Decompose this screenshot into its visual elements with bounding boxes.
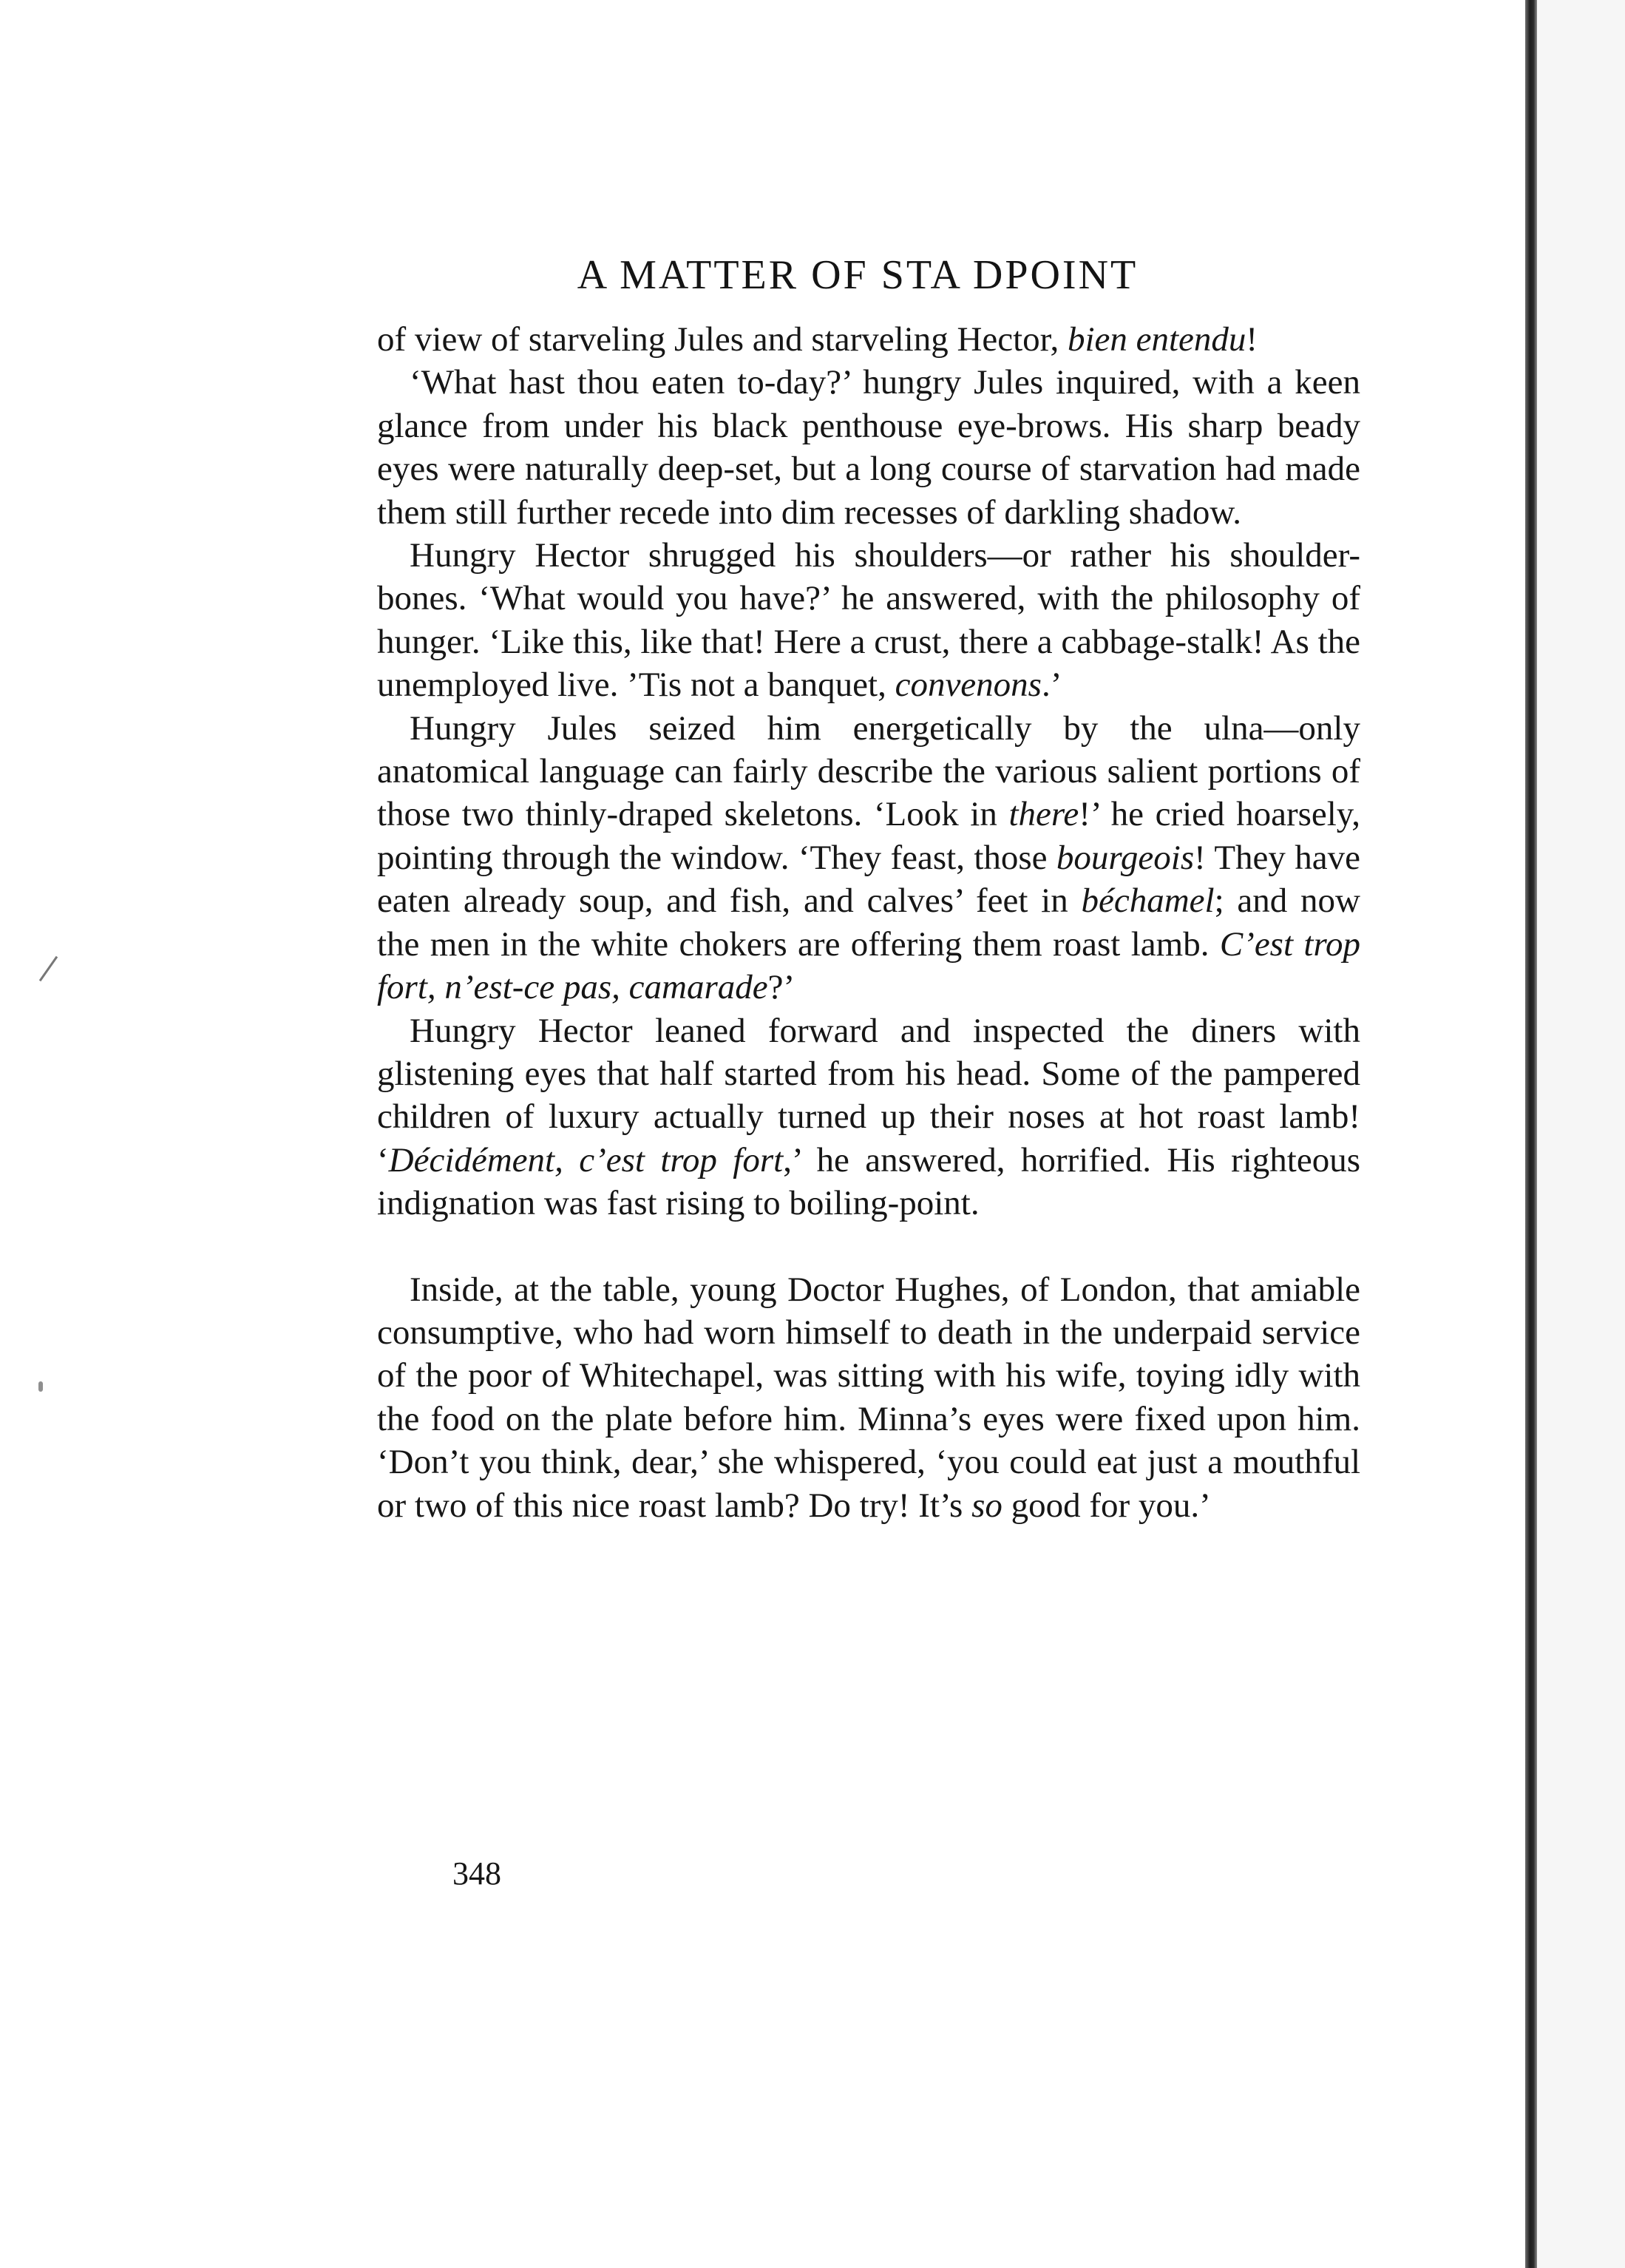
text-run: ,’ he answered, horrified. His righteous indignation was fast rising to boiling-point.: [377, 1140, 1360, 1223]
paragraph: [377, 1268, 1360, 1527]
text-run: Hungry Hector shrugged his shoulders—or rather his shoulder-bones. ‘What would you have?’ he answered, with the philosophy of hunger. ‘Like this, like that! Here a crust, there a cabbage-stalk! As the unemployed live. ’Tis not a banquet,: [377, 536, 1360, 705]
text-run: Hungry Jules seized him energetically by the ulna—only anatomical language can fairly describe the various salient portions of those two thinly-draped skeletons. ‘Look in: [377, 708, 1360, 834]
italic-run: there: [1008, 795, 1079, 834]
italic-run: so: [971, 1486, 1003, 1525]
text-run: ! They have eaten already soup, and fish, and calves’ feet in: [377, 838, 1360, 921]
italic-run: C’est trop fort, n’est-ce pas, camarade: [377, 924, 1360, 1007]
text-run: Hungry Hector leaned forward and inspected the diners with glistening eyes that half started from his head. Some of the pampered children of luxury actually turned up their noses at hot roast lamb! ‘: [377, 1011, 1360, 1179]
scan-speck: [39, 956, 58, 981]
italic-run: convenons: [895, 666, 1042, 705]
italic-run: bien entendu: [1067, 320, 1246, 359]
paragraph: [377, 361, 1360, 534]
text-run: Inside, at the table, young Doctor Hughes, of London, that amiable consumptive, who had worn himself to death in the underpaid service of the poor of Whitechapel, was sitting with his wife, toying idly with the food on the plate before him. Minna’s eyes were fixed upon him. ‘Don’t you think, dear,’ she whispered, ‘you could eat just a mouthful or two of this nice roast lamb? Do try! It’s: [377, 1270, 1360, 1525]
text-run: !’ he cried hoarsely, pointing through the window. ‘They feast, those: [377, 795, 1361, 877]
adjacent-page-strip: [1537, 0, 1625, 2268]
text-run: of view of starveling Jules and starveling Hector,: [377, 320, 1068, 359]
page-number: 348: [452, 1855, 501, 1892]
body-text: [377, 318, 1360, 1527]
italic-run: Décidément, c’est trop fort: [388, 1140, 784, 1179]
italic-run: bourgeois: [1056, 838, 1195, 877]
paragraph: [377, 318, 1360, 361]
text-run: !: [1246, 320, 1258, 359]
paragraph: [377, 1009, 1360, 1225]
paragraph: [377, 707, 1360, 1009]
text-run: ?’: [767, 968, 795, 1007]
text-run: ‘What hast thou eaten to-day?’ hungry Jules inquired, with a keen glance from under his black penthouse eye-brows. His sharp beady eyes were naturally deep-set, but a long course of starvation had made them still further recede into dim recesses of darkling shadow.: [377, 363, 1360, 532]
text-run: .’: [1041, 666, 1062, 705]
paragraph: [377, 534, 1360, 707]
italic-run: béchamel: [1081, 881, 1215, 921]
binding-edge-line: [1525, 0, 1537, 2268]
text-run: good for you.’: [1002, 1486, 1211, 1525]
scan-speck: [38, 1381, 43, 1392]
text-run: ; and now the men in the white chokers are offering them roast lamb.: [377, 881, 1360, 964]
running-head: A MATTER OF STA DPOINT: [577, 252, 1139, 298]
